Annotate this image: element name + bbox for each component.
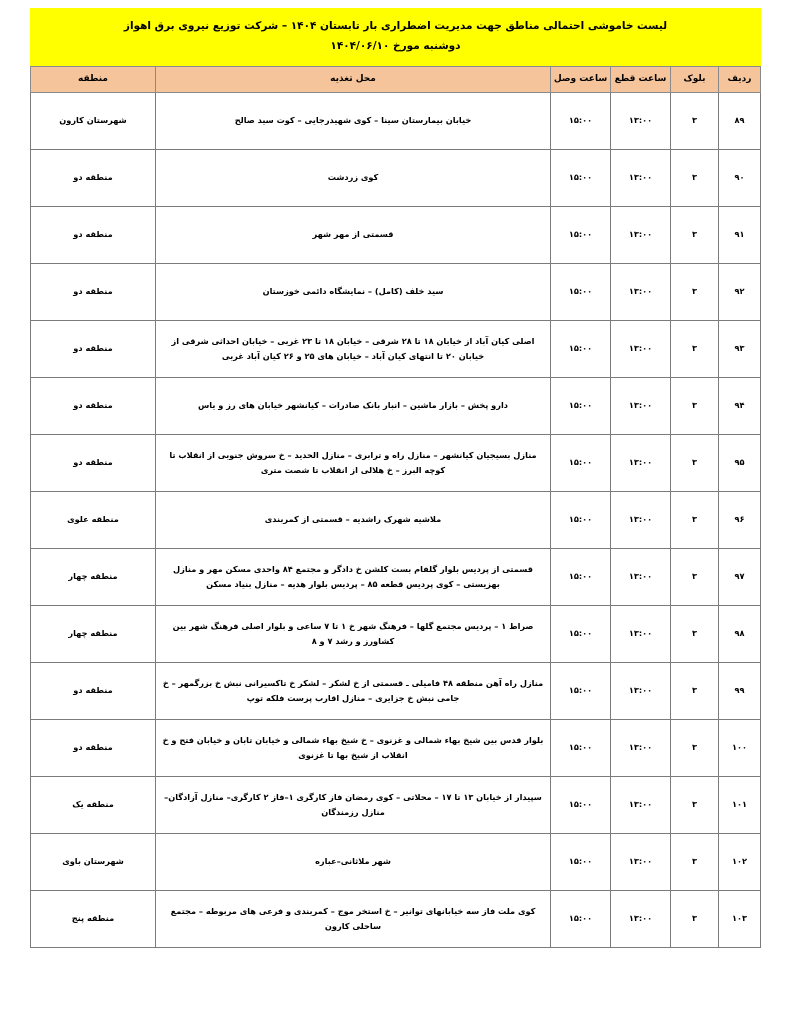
table-header bbox=[31, 66, 761, 92]
column-header-off-time: ساعت قطع bbox=[611, 66, 671, 92]
cell-off-time: ۱۳:۰۰ bbox=[611, 263, 671, 320]
cell-off-time: ۱۳:۰۰ bbox=[611, 890, 671, 947]
column-header-feed-location: محل تغذیه bbox=[156, 66, 551, 92]
table-row bbox=[31, 605, 761, 662]
table-row bbox=[31, 377, 761, 434]
cell-on-time: ۱۵:۰۰ bbox=[551, 776, 611, 833]
cell-on-time: ۱۵:۰۰ bbox=[551, 662, 611, 719]
cell-block: ۳ bbox=[671, 263, 719, 320]
document-title: لیست خاموشی احتمالی مناطق جهت مدیریت اضطراری بار تابستان ۱۴۰۴ – شرکت توزیع نیروی برق اهواز bbox=[123, 20, 668, 32]
cell-feed-location: کوی زردشت bbox=[156, 149, 551, 206]
cell-feed-location: شهر ملاثانی–عباره bbox=[156, 833, 551, 890]
cell-feed-location: کوی ملت فاز سه خیابانهای توانیر – خ استخر موج – کمربندی و فرعی های مربوطه – مجتمع ساحلی کارون bbox=[156, 890, 551, 947]
cell-on-time: ۱۵:۰۰ bbox=[551, 206, 611, 263]
cell-off-time: ۱۳:۰۰ bbox=[611, 92, 671, 149]
cell-off-time: ۱۳:۰۰ bbox=[611, 662, 671, 719]
column-header-radif: ردیف bbox=[719, 66, 761, 92]
cell-zone: منطقه دو bbox=[31, 206, 156, 263]
cell-on-time: ۱۵:۰۰ bbox=[551, 149, 611, 206]
table-row bbox=[31, 434, 761, 491]
cell-radif: ۱۰۳ bbox=[719, 890, 761, 947]
table-row bbox=[31, 548, 761, 605]
table-row bbox=[31, 833, 761, 890]
cell-radif: ۸۹ bbox=[719, 92, 761, 149]
document-date: دوشنبه مورخ ۱۴۰۴/۰۶/۱۰ bbox=[330, 39, 461, 52]
cell-off-time: ۱۳:۰۰ bbox=[611, 320, 671, 377]
cell-zone: منطقه دو bbox=[31, 149, 156, 206]
table-row bbox=[31, 92, 761, 149]
table-row bbox=[31, 206, 761, 263]
column-header-block: بلوک bbox=[671, 66, 719, 92]
cell-feed-location: بلوار قدس بین شیخ بهاء شمالی و غزنوی – خ شیخ بهاء شمالی و خیابان تابان و خیابان فتح و خ انقلاب از شیخ بها تا غزنوی bbox=[156, 719, 551, 776]
outage-schedule-table bbox=[30, 66, 761, 948]
cell-block: ۳ bbox=[671, 890, 719, 947]
cell-zone: منطقه یک bbox=[31, 776, 156, 833]
cell-off-time: ۱۳:۰۰ bbox=[611, 377, 671, 434]
table-row bbox=[31, 662, 761, 719]
cell-on-time: ۱۵:۰۰ bbox=[551, 491, 611, 548]
table-row bbox=[31, 719, 761, 776]
cell-zone: شهرستان باوی bbox=[31, 833, 156, 890]
cell-radif: ۱۰۲ bbox=[719, 833, 761, 890]
cell-off-time: ۱۳:۰۰ bbox=[611, 833, 671, 890]
cell-off-time: ۱۳:۰۰ bbox=[611, 491, 671, 548]
cell-off-time: ۱۳:۰۰ bbox=[611, 434, 671, 491]
cell-radif: ۹۶ bbox=[719, 491, 761, 548]
cell-zone: منطقه چهار bbox=[31, 605, 156, 662]
table-row bbox=[31, 491, 761, 548]
cell-feed-location: قسمتی از پردیس بلوار گلفام بست کلشن خ دادگر و مجتمع ۸۴ واحدی مسکن مهر و منازل بهزیستی – کوی پردیس قطعه ۸۵ – پردیس بلوار هدیه – منازل بنیاد مسکن bbox=[156, 548, 551, 605]
cell-zone: منطقه دو bbox=[31, 263, 156, 320]
cell-feed-location: سید خلف (کامل) – نمایشگاه دائمی خوزستان bbox=[156, 263, 551, 320]
cell-on-time: ۱۵:۰۰ bbox=[551, 548, 611, 605]
cell-radif: ۹۷ bbox=[719, 548, 761, 605]
cell-radif: ۹۱ bbox=[719, 206, 761, 263]
cell-feed-location: منازل بسیجیان کیانشهر – منازل راه و ترابری – منازل الحدید – خ سروش جنوبی از انقلاب تا کوچه البرز – خ هلالی از انقلاب تا شصت متری bbox=[156, 434, 551, 491]
cell-off-time: ۱۳:۰۰ bbox=[611, 605, 671, 662]
cell-block: ۳ bbox=[671, 92, 719, 149]
cell-block: ۳ bbox=[671, 548, 719, 605]
cell-off-time: ۱۳:۰۰ bbox=[611, 776, 671, 833]
table-row bbox=[31, 890, 761, 947]
cell-radif: ۹۲ bbox=[719, 263, 761, 320]
cell-block: ۳ bbox=[671, 377, 719, 434]
table-row bbox=[31, 149, 761, 206]
table-row bbox=[31, 776, 761, 833]
cell-radif: ۱۰۰ bbox=[719, 719, 761, 776]
cell-on-time: ۱۵:۰۰ bbox=[551, 320, 611, 377]
cell-feed-location: سپیدار از خیابان ۱۳ تا ۱۷ – محلاتی – کوی رمضان فاز کارگری ۱–فاز ۲ کارگری– منازل آزادگان– منازل رزمندگان bbox=[156, 776, 551, 833]
cell-radif: ۹۳ bbox=[719, 320, 761, 377]
cell-zone: منطقه پنج bbox=[31, 890, 156, 947]
cell-on-time: ۱۵:۰۰ bbox=[551, 263, 611, 320]
cell-off-time: ۱۳:۰۰ bbox=[611, 719, 671, 776]
cell-feed-location: صراط ۱ – پردیس مجتمع گلها – فرهنگ شهر خ ۱ تا ۷ ساعی و بلوار اصلی فرهنگ شهر بین کشاورز و رشد ۷ و ۸ bbox=[156, 605, 551, 662]
cell-zone: شهرستان کارون bbox=[31, 92, 156, 149]
cell-block: ۳ bbox=[671, 776, 719, 833]
cell-zone: منطقه دو bbox=[31, 320, 156, 377]
cell-radif: ۹۸ bbox=[719, 605, 761, 662]
cell-feed-location: اصلی کیان آباد از خیابان ۱۸ تا ۲۸ شرقی – خیابان ۱۸ تا ۲۳ غربی – خیابان احداثی شرقی از خیابان ۲۰ تا انتهای کیان آباد – خیابان های ۲۵ و ۲۶ کیان آباد غربی bbox=[156, 320, 551, 377]
cell-block: ۳ bbox=[671, 434, 719, 491]
cell-zone: منطقه چهار bbox=[31, 548, 156, 605]
cell-zone: منطقه دو bbox=[31, 719, 156, 776]
table-row bbox=[31, 263, 761, 320]
cell-off-time: ۱۳:۰۰ bbox=[611, 149, 671, 206]
cell-off-time: ۱۳:۰۰ bbox=[611, 206, 671, 263]
cell-feed-location: دارو پخش – بازار ماشین – انبار بانک صادرات – کیانشهر خیابان های رز و یاس bbox=[156, 377, 551, 434]
cell-zone: منطقه دو bbox=[31, 434, 156, 491]
cell-block: ۳ bbox=[671, 149, 719, 206]
cell-zone: منطقه دو bbox=[31, 662, 156, 719]
cell-off-time: ۱۳:۰۰ bbox=[611, 548, 671, 605]
cell-block: ۳ bbox=[671, 719, 719, 776]
table-body bbox=[31, 92, 761, 947]
cell-on-time: ۱۵:۰۰ bbox=[551, 890, 611, 947]
table-header-row bbox=[31, 66, 761, 92]
cell-block: ۳ bbox=[671, 206, 719, 263]
cell-block: ۳ bbox=[671, 662, 719, 719]
cell-feed-location: ملاشیه شهرک راشدیه – قسمتی از کمربندی bbox=[156, 491, 551, 548]
cell-radif: ۹۵ bbox=[719, 434, 761, 491]
cell-block: ۳ bbox=[671, 491, 719, 548]
cell-on-time: ۱۵:۰۰ bbox=[551, 377, 611, 434]
cell-on-time: ۱۵:۰۰ bbox=[551, 605, 611, 662]
cell-feed-location: خیابان بیمارستان سینا – کوی شهیدرجایی – کوت سید صالح bbox=[156, 92, 551, 149]
cell-zone: منطقه علوی bbox=[31, 491, 156, 548]
cell-block: ۳ bbox=[671, 605, 719, 662]
cell-on-time: ۱۵:۰۰ bbox=[551, 719, 611, 776]
cell-feed-location: منازل راه آهن منطقه ۴۸ فامیلی ـ قسمتی از خ لشکر – لشکر خ تاکسیرانی نبش خ بزرگمهر – خ جامی نبش خ جزایری – منازل اقارب پرست فلکه توپ bbox=[156, 662, 551, 719]
column-header-zone: منطقه bbox=[31, 66, 156, 92]
table-row bbox=[31, 320, 761, 377]
cell-block: ۳ bbox=[671, 833, 719, 890]
cell-on-time: ۱۵:۰۰ bbox=[551, 434, 611, 491]
title-banner bbox=[30, 8, 761, 66]
column-header-on-time: ساعت وصل bbox=[551, 66, 611, 92]
cell-on-time: ۱۵:۰۰ bbox=[551, 92, 611, 149]
cell-block: ۳ bbox=[671, 320, 719, 377]
cell-on-time: ۱۵:۰۰ bbox=[551, 833, 611, 890]
cell-radif: ۹۴ bbox=[719, 377, 761, 434]
cell-radif: ۱۰۱ bbox=[719, 776, 761, 833]
cell-radif: ۹۰ bbox=[719, 149, 761, 206]
cell-radif: ۹۹ bbox=[719, 662, 761, 719]
cell-feed-location: قسمتی از مهر شهر bbox=[156, 206, 551, 263]
cell-zone: منطقه دو bbox=[31, 377, 156, 434]
